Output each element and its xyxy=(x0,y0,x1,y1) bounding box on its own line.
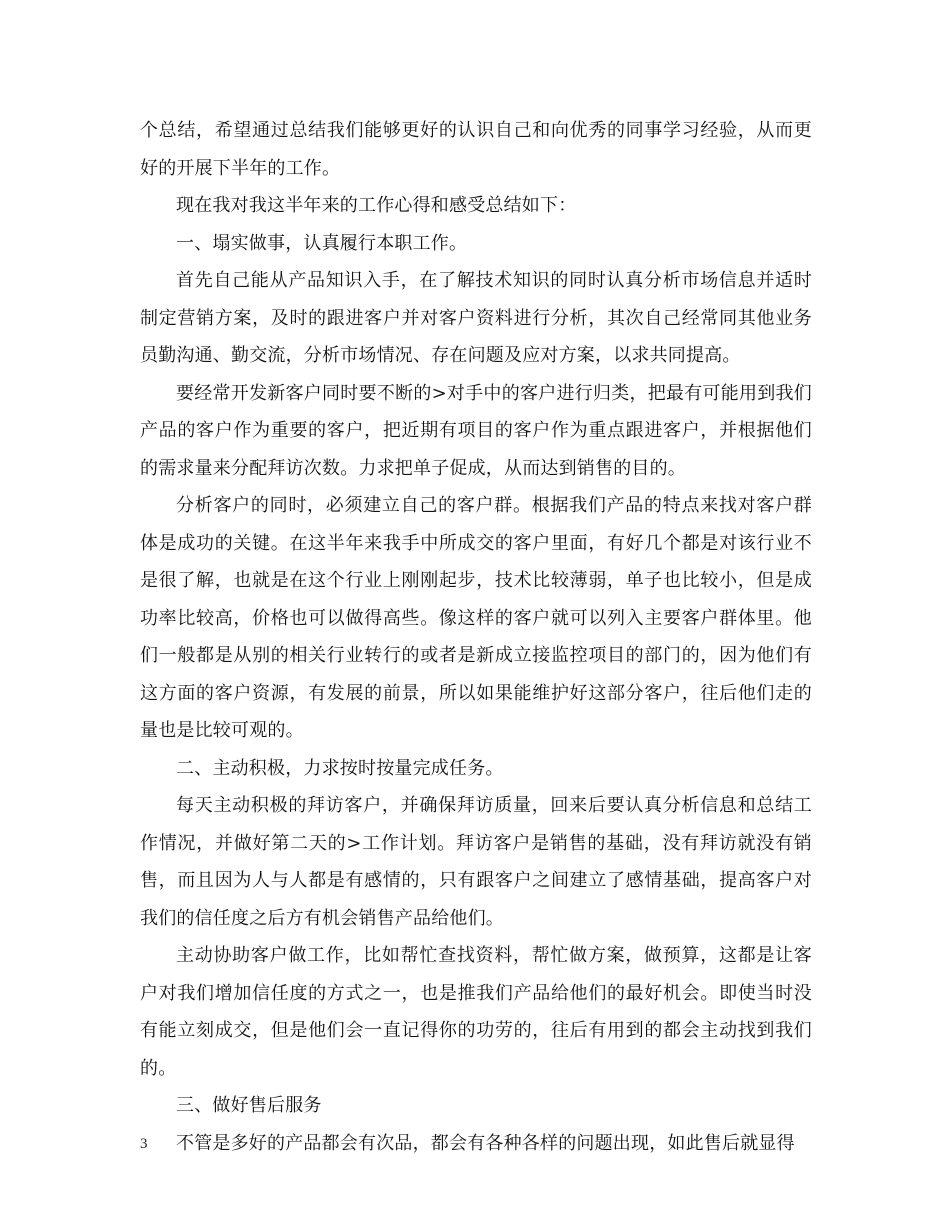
paragraph: 个总结，希望通过总结我们能够更好的认识自己和向优秀的同事学习经验，从而更好的开展下半年的工作。 xyxy=(140,120,812,179)
section-heading: 一、塌实做事，认真履行本职工作。 xyxy=(176,232,468,254)
section-heading: 三、做好售后服务 xyxy=(176,1095,322,1116)
page-number: 3 xyxy=(140,1136,148,1152)
paragraph: 现在我对我这半年来的工作心得和感受总结如下： xyxy=(176,195,577,216)
section-heading: 二、主动积极，力求按时按量完成任务。 xyxy=(176,757,504,779)
paragraph: 不管是多好的产品都会有次品，都会有各种各样的问题出现，如此售后就显得 xyxy=(176,1132,795,1154)
paragraph: 每天主动积极的拜访客户，并确保拜访质量，回来后要认真分析信息和总结工作情况，并做好第二天的>工作计划。拜访客户是销售的基础，没有拜访就没有销售，而且因为人与人都是有感情的，只有跟客户之间建立了感情基础，提高客户对我们的信任度之后方有机会销售产品给他们。 xyxy=(140,795,812,929)
paragraph: 主动协助客户做工作，比如帮忙查找资料，帮忙做方案，做预算，这都是让客户对我们增加信任度的方式之一，也是推我们产品给他们的最好机会。即使当时没有能立刻成交，但是他们会一直记得你的功劳的，往后有用到的都会主动找到我们的。 xyxy=(140,945,812,1079)
paragraph: 分析客户的同时，必须建立自己的客户群。根据我们产品的特点来找对客户群体是成功的关键。在这半年来我手中所成交的客户里面，有好几个都是对该行业不是很了解，也就是在这个行业上刚刚起步，技术比较薄弱，单子也比较小，但是成功率比较高，价格也可以做得高些。像这样的客户就可以列入主要客户群体里。他们一般都是从别的相关行业转行的或者是新成立接监控项目的部门的，因为他们有这方面的客户资源，有发展的前景，所以如果能维护好这部分客户，往后他们走的量也是比较可观的。 xyxy=(140,495,812,741)
document-body xyxy=(140,112,812,1162)
paragraph: 要经常开发新客户同时要不断的>对手中的客户进行归类，把最有可能用到我们产品的客户作为重要的客户，把近期有项目的客户作为重点跟进客户，并根据他们的需求量来分配拜访次数。力求把单子促成，从而达到销售的目的。 xyxy=(140,382,812,479)
paragraph: 首先自己能从产品知识入手，在了解技术知识的同时认真分析市场信息并适时制定营销方案，及时的跟进客户并对客户资料进行分析，其次自己经常同其他业务员勤沟通、勤交流，分析市场情况、存在问题及应对方案，以求共同提高。 xyxy=(140,270,812,366)
